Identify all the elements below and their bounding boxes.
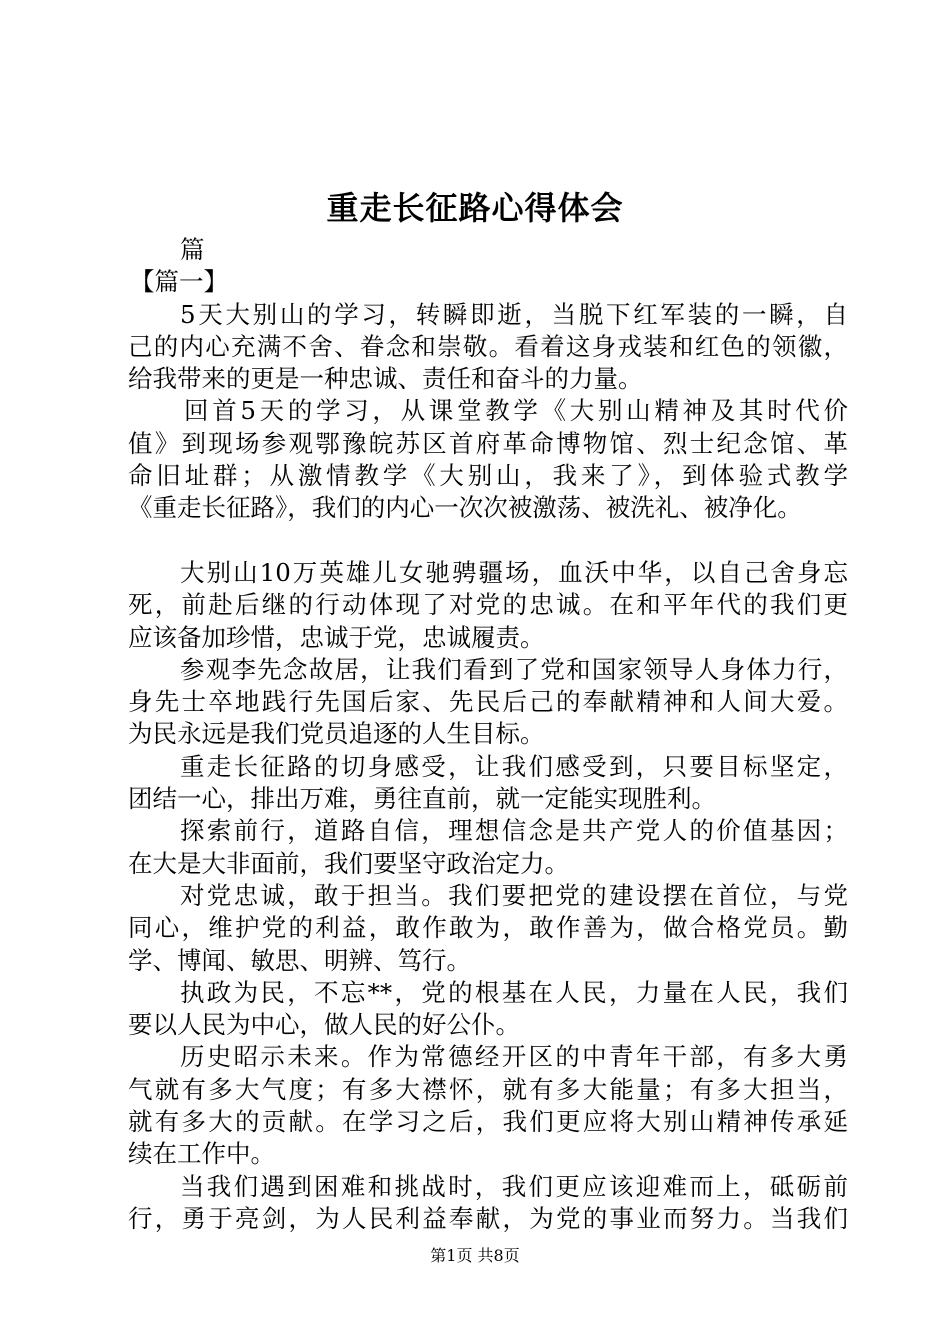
paragraph bbox=[128, 299, 848, 396]
paragraph-line: 值》到现场参观鄂豫皖苏区首府革命博物馆、烈士纪念馆、革 bbox=[128, 428, 848, 458]
paragraph-line: 气就有多大气度；有多大襟怀，就有多大能量；有多大担当， bbox=[128, 1074, 848, 1104]
paragraph-line: 己的内心充满不舍、眷念和崇敬。看着这身戎装和红色的领徽， bbox=[128, 331, 848, 361]
paragraph-line: 当我们遇到困难和挑战时，我们更应该迎难而上，砥砺前 bbox=[180, 1171, 848, 1201]
paragraph-line: 要以人民为中心，做人民的好公仆。 bbox=[128, 1010, 520, 1040]
paragraph bbox=[128, 751, 848, 816]
paragraph-line: 学、博闻、敏思、明辨、笃行。 bbox=[128, 945, 471, 975]
paragraph-line: 为民永远是我们党员追逐的人生目标。 bbox=[128, 719, 545, 749]
document-title: 重走长征路心得体会 bbox=[326, 189, 624, 227]
paragraph bbox=[128, 880, 848, 977]
paragraph-spacer bbox=[128, 525, 848, 557]
paragraph-line: 在大是大非面前，我们要坚守政治定力。 bbox=[128, 848, 569, 878]
paragraph-line: 5天大别山的学习，转瞬即逝，当脱下红军装的一瞬，自 bbox=[180, 299, 848, 329]
paragraph-line: 执政为民，不忘**，党的根基在人民，力量在人民，我们 bbox=[180, 977, 848, 1007]
paragraph bbox=[128, 557, 848, 654]
document-body bbox=[128, 234, 848, 1235]
paragraph-line: 参观李先念故居，让我们看到了党和国家领导人身体力行， bbox=[180, 654, 848, 684]
paragraph-line: 身先士卒地践行先国后家、先民后己的奉献精神和人间大爱。 bbox=[128, 687, 848, 717]
section-label: 篇 bbox=[180, 235, 205, 264]
paragraph-line: 同心，维护党的利益，敢作敢为，敢作善为，做合格党员。勤 bbox=[128, 913, 848, 943]
section-heading: 【篇一】 bbox=[130, 267, 228, 297]
paragraph-list bbox=[128, 299, 848, 1236]
paragraph-line: 探索前行，道路自信，理想信念是共产党人的价值基因； bbox=[180, 816, 848, 846]
paragraph bbox=[128, 815, 848, 880]
paragraph-line: 《重走长征路》，我们的内心一次次被激荡、被洗礼、被净化。 bbox=[128, 493, 802, 523]
paragraph-line: 重走长征路的切身感受，让我们感受到，只要目标坚定， bbox=[180, 751, 848, 781]
paragraph bbox=[128, 654, 848, 751]
paragraph bbox=[128, 977, 848, 1042]
page-footer: 第1页 共8页 bbox=[430, 1246, 520, 1265]
paragraph bbox=[128, 1171, 848, 1236]
paragraph-line: 团结一心，排出万难，勇往直前，就一定能实现胜利。 bbox=[128, 784, 716, 814]
paragraph-line: 历史昭示未来。作为常德经开区的中青年干部，有多大勇 bbox=[180, 1042, 848, 1072]
paragraph-line: 死，前赴后继的行动体现了对党的忠诚。在和平年代的我们更 bbox=[128, 590, 848, 620]
paragraph-line: 回首5天的学习，从课堂教学《大别山精神及其时代价 bbox=[184, 396, 848, 426]
paragraph-line: 命旧址群；从激情教学《大别山，我来了》，到体验式教学 bbox=[128, 461, 848, 491]
paragraph-line: 对党忠诚，敢于担当。我们要把党的建设摆在首位，与党 bbox=[180, 880, 848, 910]
paragraph-line: 大别山10万英雄儿女驰骋疆场，血沃中华，以自己舍身忘 bbox=[180, 557, 848, 587]
paragraph bbox=[128, 1041, 848, 1170]
paragraph-line: 就有多大的贡献。在学习之后，我们更应将大别山精神传承延 bbox=[128, 1107, 848, 1137]
paragraph-line: 行，勇于亮剑，为人民利益奉献，为党的事业而努力。当我们 bbox=[128, 1203, 848, 1233]
paragraph-line: 应该备加珍惜，忠诚于党，忠诚履责。 bbox=[128, 622, 545, 652]
paragraph-line: 续在工作中。 bbox=[128, 1139, 275, 1169]
paragraph bbox=[128, 395, 848, 524]
paragraph-line: 给我带来的更是一种忠诚、责任和奋斗的力量。 bbox=[128, 364, 643, 394]
